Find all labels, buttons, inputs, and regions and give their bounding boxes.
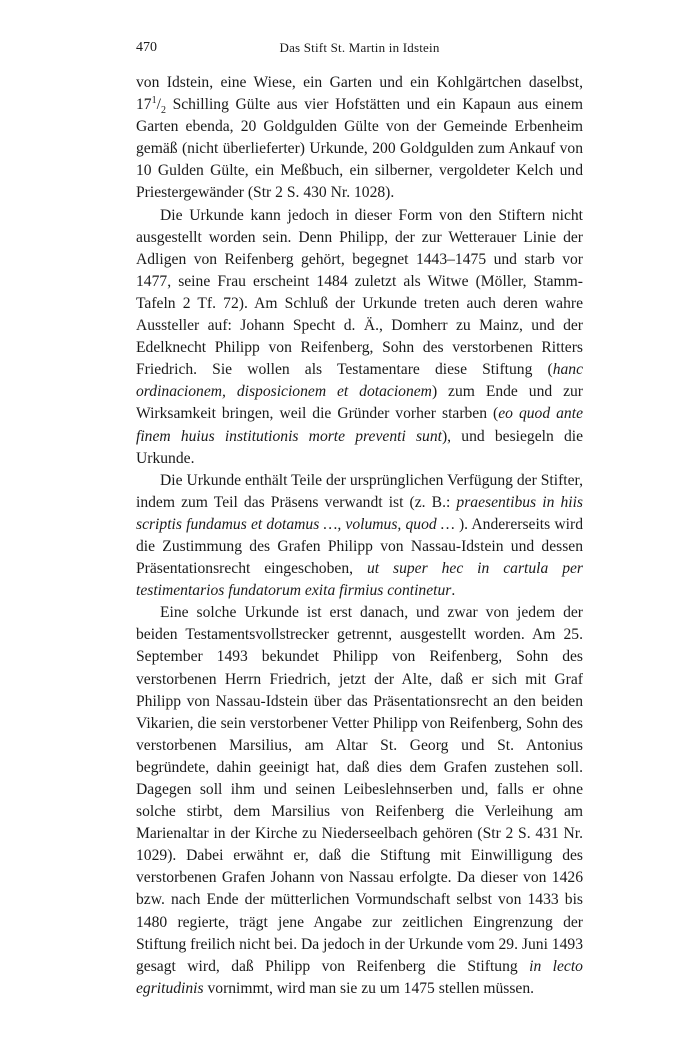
latin-quotation: in lecto egritudinis <box>136 957 583 997</box>
latin-quotation: ut super hec in cartula per testimentarios fundatorum exita firmius continetur <box>136 560 583 600</box>
text-run: Eine solche Urkunde ist erst danach, und zwar von jedem der beiden Testamentsvollstrecker getrennt, ausgestellt worden. Am 25. September 1493 bekundet Philipp von Reifenberg, Sohn des verstorbenen Herrn Friedrich, jetzt der Alte, daß er sich mit Graf Philipp von Nassau-Idstein über das Präsentationsrecht an den beiden Vikarien, die sein verstorbener Vetter Philipp von Reifenberg, Sohn des verstorbenen Marsilius, am Altar St. Georg und St. Antonius begründete, dahin geeinigt hat, daß dies dem Grafen zustehen soll. Dagegen soll ihm und seinen Leibeslehnserben und, falls er ohne solche stirbt, dem Marsilius von Reifenberg die Verleihung am Marienaltar in der Kirche zu Niederseelbach gehören (Str 2 S. 431 Nr. 1029). Dabei erwähnt er, daß die Stiftung mit Einwilligung des verstorbenen Grafen Johann von Nassau erfolgte. Da dieser von 1426 bzw. nach Ende der mütterlichen Vormundschaft selbst von 1433 bis 1480 regierte, trägt jene Angabe zur zeitlichen Eingrenzung der Stiftung freilich nicht bei. Da jedoch in der Urkunde vom 29. Juni 1493 gesagt wird, daß Philipp von Reifenberg die Stiftung <box>136 604 583 975</box>
text-run: Die Urkunde enthält Teile der ursprünglichen Verfügung der Stifter, indem zum Teil das Präsens verwandt ist (z. B.: <box>136 471 583 511</box>
text-run: Die Urkunde kann jedoch in dieser Form von den Stiftern nicht ausgestellt worden sein. Denn Philipp, der zur Wetterauer Linie der Adligen von Reifenberg gehört, begegnet 1443–1475 und starb vor 1477, seine Frau erscheint 1484 zuletzt als Witwe (Möller, Stamm-Tafeln 2 Tf. 72). Am Schluß der Urkunde treten auch deren wahre Aussteller auf: Johann Specht d. Ä., Domherr zu Mainz, und der Edelknecht Philipp von Reifenberg, Sohn des verstorbenen Ritters Friedrich. Sie wollen als Testamentare diese Stiftung ( <box>136 206 583 379</box>
fraction-numerator: 1 <box>151 94 157 106</box>
paragraph <box>136 470 583 603</box>
paragraph <box>136 205 583 470</box>
text-run: / <box>156 96 161 114</box>
text-run: von Idstein, eine Wiese, ein Garten und ein Kohlgärtchen daselbst, 17 <box>136 74 583 114</box>
paragraph <box>136 72 583 205</box>
latin-quotation: eo quod ante finem huius institutionis morte preventi sunt <box>136 405 583 445</box>
running-title: Das Stift St. Martin in Idstein <box>279 40 440 55</box>
fraction-denominator: 2 <box>160 105 166 117</box>
text-run: . <box>451 582 456 600</box>
text-run: ), und besiegeln die Urkunde. <box>136 427 584 467</box>
text-run: Schilling Gülte aus vier Hofstätten und ein Kapaun aus einem Garten ebenda, 20 Goldgulden Gülte von der Gemeinde Erbenheim gemäß (nicht überlieferter) Urkunde, 200 Goldgulden zum Ankauf von 10 Gulden Gülte, ein Meßbuch, ein silberner, vergoldeter Kelch und Priestergewänder (Str 2 S. 430 Nr. 1028). <box>136 96 583 202</box>
page-number: 470 <box>136 40 157 55</box>
text-run: ) zum Ende und zur Wirksamkeit bringen, weil die Gründer vorher starben ( <box>136 383 583 423</box>
text-run: ). Andererseits wird die Zustimmung des Grafen Philipp von Nassau-Idstein und dessen Präsentationsrecht eingeschoben, <box>136 515 583 578</box>
latin-quotation: praesentibus in hiis scriptis fundamus et dotamus …, volumus, quod … <box>136 493 584 533</box>
text-run: vornimmt, wird man sie zu um 1475 stellen müssen. <box>203 979 535 997</box>
body-text <box>136 72 583 1000</box>
page-header <box>136 40 583 60</box>
paragraph <box>136 602 583 1000</box>
latin-quotation: hanc ordinacionem, disposicionem et dotacionem <box>136 361 583 401</box>
